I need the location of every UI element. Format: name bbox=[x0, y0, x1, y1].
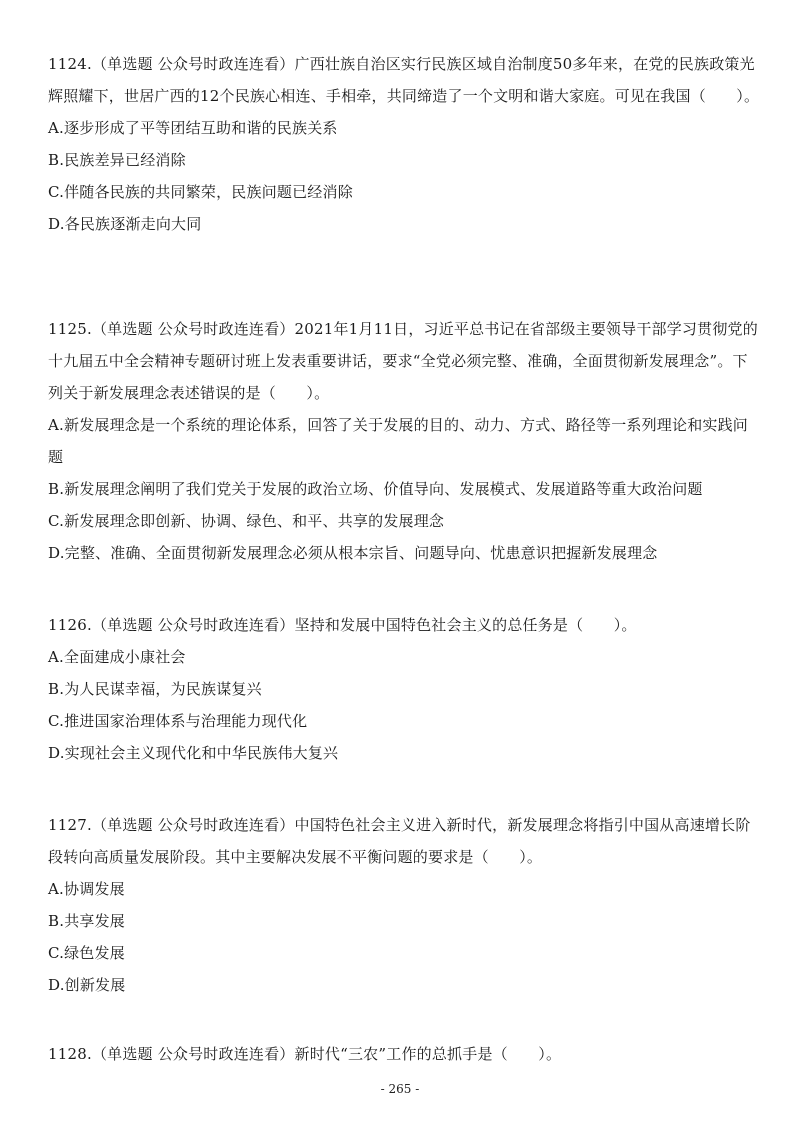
option-b: B.新发展理念阐明了我们党关于发展的政治立场、价值导向、发展模式、发展道路等重大政治问题 bbox=[48, 480, 703, 498]
option-a: A.逐步形成了平等团结互助和谐的民族关系 bbox=[48, 119, 338, 137]
option-b: B.共享发展 bbox=[48, 912, 125, 930]
option-a: A.协调发展 bbox=[48, 880, 125, 898]
option-c: C.伴随各民族的共同繁荣，民族问题已经消除 bbox=[48, 183, 353, 201]
question-1128 bbox=[48, 1038, 760, 1070]
question-1125 bbox=[48, 313, 760, 569]
option-d: D.完整、准确、全面贯彻新发展理念必须从根本宗旨、问题导向、忧患意识把握新发展理念 bbox=[48, 544, 658, 562]
question-1124 bbox=[48, 48, 760, 240]
question-stem: 1127.（单选题 公众号时政连连看）中国特色社会主义进入新时代，新发展理念将指引中国从高速增长阶段转向高质量发展阶段。其中主要解决发展不平衡问题的要求是（ ）。 bbox=[48, 816, 751, 866]
option-c: C.新发展理念即创新、协调、绿色、和平、共享的发展理念 bbox=[48, 512, 445, 530]
option-b: B.为人民谋幸福，为民族谋复兴 bbox=[48, 680, 262, 698]
question-1126 bbox=[48, 609, 760, 769]
question-stem: 1124.（单选题 公众号时政连连看）广西壮族自治区实行民族区域自治制度50多年来，在党的民族政策光辉照耀下，世居广西的12个民族心相连、手相牵，共同缔造了一个文明和谐大家庭。可见在我国（ ）。 bbox=[48, 55, 760, 105]
option-b: B.民族差异已经消除 bbox=[48, 151, 186, 169]
option-d: D.实现社会主义现代化和中华民族伟大复兴 bbox=[48, 744, 339, 762]
question-stem: 1128.（单选题 公众号时政连连看）新时代“三农”工作的总抓手是（ ）。 bbox=[48, 1045, 562, 1063]
option-d: D.创新发展 bbox=[48, 976, 126, 994]
question-stem: 1126.（单选题 公众号时政连连看）坚持和发展中国特色社会主义的总任务是（ ）。 bbox=[48, 616, 637, 634]
question-1127 bbox=[48, 809, 760, 1001]
option-c: C.绿色发展 bbox=[48, 944, 125, 962]
question-stem: 1125.（单选题 公众号时政连连看）2021年1月11日，习近平总书记在省部级主要领导干部学习贯彻党的十九届五中全会精神专题研讨班上发表重要讲话，要求“全党必须完整、准确，全面贯彻新发展理念”。下列关于新发展理念表述错误的是（ ）。 bbox=[48, 320, 758, 402]
option-a: A.全面建成小康社会 bbox=[48, 648, 186, 666]
option-d: D.各民族逐渐走向大同 bbox=[48, 215, 202, 233]
option-a: A.新发展理念是一个系统的理论体系，回答了关于发展的目的、动力、方式、路径等一系列理论和实践问题 bbox=[48, 416, 749, 466]
option-c: C.推进国家治理体系与治理能力现代化 bbox=[48, 712, 308, 730]
page-number: - 265 - bbox=[380, 1082, 420, 1096]
